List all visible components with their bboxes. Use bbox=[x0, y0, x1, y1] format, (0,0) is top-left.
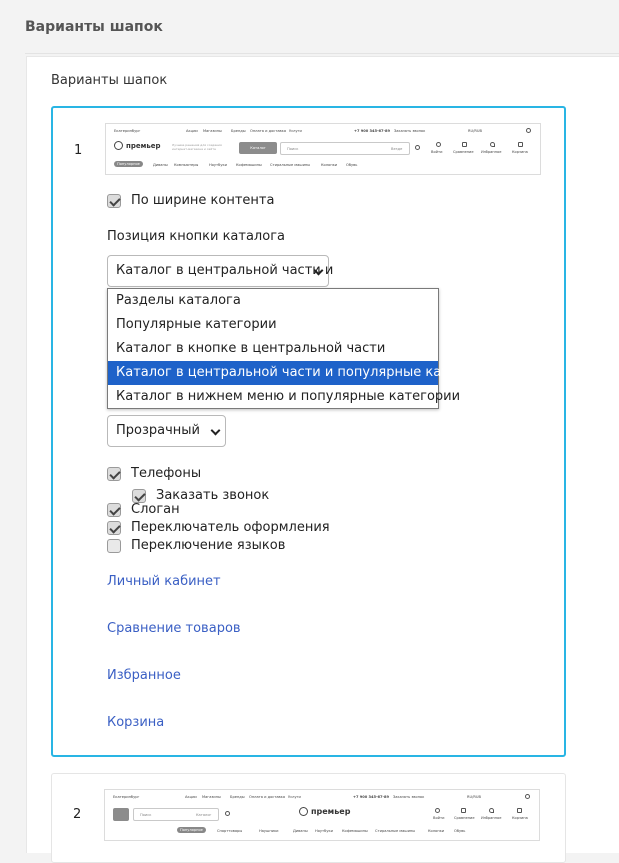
theme-switch-label: Переключатель оформления bbox=[131, 520, 330, 535]
cart-icon bbox=[517, 808, 522, 813]
panel-title: Варианты шапок bbox=[51, 73, 168, 88]
thumb-logo-text: премьер bbox=[126, 141, 161, 150]
thumb-menu-item: Популярное bbox=[177, 827, 206, 833]
callback-label: Заказать звонок bbox=[156, 488, 270, 503]
thumb-top-link: Бренды bbox=[230, 795, 245, 799]
compare-icon bbox=[461, 808, 466, 813]
thumb-menu-item: Колонки bbox=[321, 163, 338, 167]
thumb-icon-label: Сравнение bbox=[453, 150, 474, 154]
thumb-icon-label: Войти bbox=[433, 816, 445, 820]
header-variant-card-1[interactable] bbox=[51, 106, 566, 757]
header-style-value: Прозрачный bbox=[116, 423, 201, 438]
thumb-menu-item: Компьютеры bbox=[174, 163, 199, 167]
thumb-menu-item: Стиральные машины bbox=[375, 829, 416, 833]
catalog-position-label: Позиция кнопки каталога bbox=[107, 229, 285, 244]
thumb-icon-label: Корзина bbox=[512, 150, 528, 154]
slogan-label: Слоган bbox=[131, 502, 180, 517]
theme-switch-checkbox[interactable] bbox=[107, 521, 121, 535]
content-width-label: По ширине контента bbox=[131, 193, 275, 208]
thumb-top-link: Магазины bbox=[203, 129, 222, 133]
slogan-checkbox[interactable] bbox=[107, 503, 121, 517]
catalog-position-select[interactable] bbox=[107, 255, 334, 287]
thumb-menu-item: Кофемашины bbox=[236, 163, 262, 167]
thumb-menu-item: Колонки bbox=[428, 829, 445, 833]
thumb-menu-item: Ноутбуки bbox=[209, 163, 227, 167]
dropdown-option[interactable]: Популярные категории bbox=[116, 317, 277, 332]
thumb-search-placeholder: Поиск bbox=[140, 813, 152, 817]
callback-checkbox[interactable] bbox=[132, 489, 146, 503]
thumb-search bbox=[133, 808, 219, 821]
thumb-menu-item: Ноутбуки bbox=[315, 829, 333, 833]
thumb-menu-item: Стиральные машины bbox=[270, 163, 311, 167]
theme-icon bbox=[525, 794, 530, 799]
chevron-down-icon bbox=[211, 426, 221, 436]
thumb-callback: Заказать звонок bbox=[393, 795, 425, 799]
thumb-icon-label: Избранное bbox=[481, 816, 502, 820]
thumb-logo-text: премьер bbox=[311, 807, 351, 816]
thumb-menu-item: Обувь bbox=[346, 163, 358, 167]
thumb-icon-label: Избранное bbox=[481, 150, 502, 154]
dropdown-option[interactable]: Каталог в нижнем меню и популярные категории bbox=[116, 389, 461, 404]
page-title: Варианты шапок bbox=[25, 19, 163, 35]
heart-icon bbox=[490, 142, 495, 147]
thumb-phone: +7 900 345-67-89 bbox=[353, 795, 390, 799]
thumb-icon-label: Корзина bbox=[512, 816, 528, 820]
phones-checkbox[interactable] bbox=[107, 467, 121, 481]
cart-icon bbox=[518, 142, 523, 147]
thumb-callback: Заказать звонок bbox=[394, 129, 426, 133]
thumb-search-scope: Каталог bbox=[196, 813, 212, 817]
thumb-menu-item: Обувь bbox=[454, 829, 466, 833]
lang-switch-label: Переключение языков bbox=[131, 538, 286, 553]
thumb-catalog-button bbox=[113, 808, 129, 821]
thumb-search-scope: Везде bbox=[391, 147, 403, 151]
thumb-city: Екатеринбург bbox=[114, 129, 141, 133]
header-variants-panel bbox=[26, 56, 619, 853]
variant-number: 2 bbox=[73, 807, 82, 822]
heart-icon bbox=[489, 808, 494, 813]
thumb-top-link: Магазины bbox=[202, 795, 221, 799]
search-icon bbox=[225, 811, 230, 816]
thumb-menu-item: Популярное bbox=[114, 161, 143, 167]
search-icon bbox=[415, 145, 420, 150]
favorites-link[interactable]: Избранное bbox=[107, 668, 181, 683]
phones-label: Телефоны bbox=[131, 466, 202, 481]
thumb-icon-label: Сравнение bbox=[454, 816, 475, 820]
compare-link[interactable]: Сравнение товаров bbox=[107, 621, 241, 636]
thumb-menu-item: Диваны bbox=[153, 163, 168, 167]
header-variant-card-2[interactable] bbox=[51, 773, 566, 863]
thumb-top-link: Услуги bbox=[289, 129, 302, 133]
thumb-menu-item: Наушники bbox=[259, 829, 279, 833]
top-divider bbox=[25, 53, 619, 54]
thumb-top-link: Оплата и доставка bbox=[250, 129, 287, 133]
thumb-top-link: Акции bbox=[186, 129, 198, 133]
content-width-checkbox[interactable] bbox=[107, 194, 121, 208]
catalog-position-value: Каталог в центральной части и bbox=[116, 263, 334, 278]
dropdown-option[interactable]: Каталог в кнопке в центральной части bbox=[116, 341, 386, 356]
header-preview-thumbnail[interactable] bbox=[105, 123, 541, 175]
thumb-top-link: Оплата и доставка bbox=[249, 795, 286, 799]
variant-number: 1 bbox=[74, 143, 83, 158]
thumb-top-link: Услуги bbox=[288, 795, 301, 799]
account-link[interactable]: Личный кабинет bbox=[107, 574, 221, 589]
thumb-top-link: Акции bbox=[185, 795, 197, 799]
header-style-select[interactable] bbox=[107, 415, 226, 447]
thumb-icon-label: Войти bbox=[431, 150, 443, 154]
thumb-logo bbox=[299, 807, 350, 816]
thumb-top-link: Бренды bbox=[231, 129, 246, 133]
dropdown-option-selected[interactable]: Каталог в центральной части и популярные категории bbox=[108, 361, 438, 385]
user-icon bbox=[435, 808, 440, 813]
thumb-search-placeholder: Поиск bbox=[287, 147, 299, 151]
thumb-search bbox=[280, 142, 410, 155]
cart-link[interactable]: Корзина bbox=[107, 715, 165, 730]
thumb-catalog-button: Каталог bbox=[239, 142, 277, 154]
thumb-currency: RU/RUB bbox=[467, 795, 481, 799]
lang-switch-checkbox[interactable] bbox=[107, 539, 121, 553]
user-icon bbox=[436, 142, 441, 147]
catalog-position-dropdown[interactable] bbox=[107, 288, 497, 409]
thumb-city: Екатеринбург bbox=[113, 795, 140, 799]
thumb-menu-item: Диваны bbox=[293, 829, 308, 833]
compare-icon bbox=[462, 142, 467, 147]
header-preview-thumbnail[interactable] bbox=[104, 789, 540, 841]
thumb-phone: +7 900 345-67-89 bbox=[354, 129, 391, 133]
dropdown-option[interactable]: Разделы каталога bbox=[116, 293, 241, 308]
logo-icon bbox=[299, 807, 308, 816]
logo-icon bbox=[114, 141, 123, 150]
thumb-logo bbox=[114, 141, 161, 150]
theme-icon bbox=[526, 128, 531, 133]
thumb-menu-item: Кофемашины bbox=[342, 829, 368, 833]
thumb-slogan: Лучшие решения для создания интернет-магазина и сайта bbox=[172, 143, 222, 151]
thumb-menu-item: Спорттовары bbox=[217, 829, 243, 833]
thumb-currency: RU/RUB bbox=[468, 129, 482, 133]
